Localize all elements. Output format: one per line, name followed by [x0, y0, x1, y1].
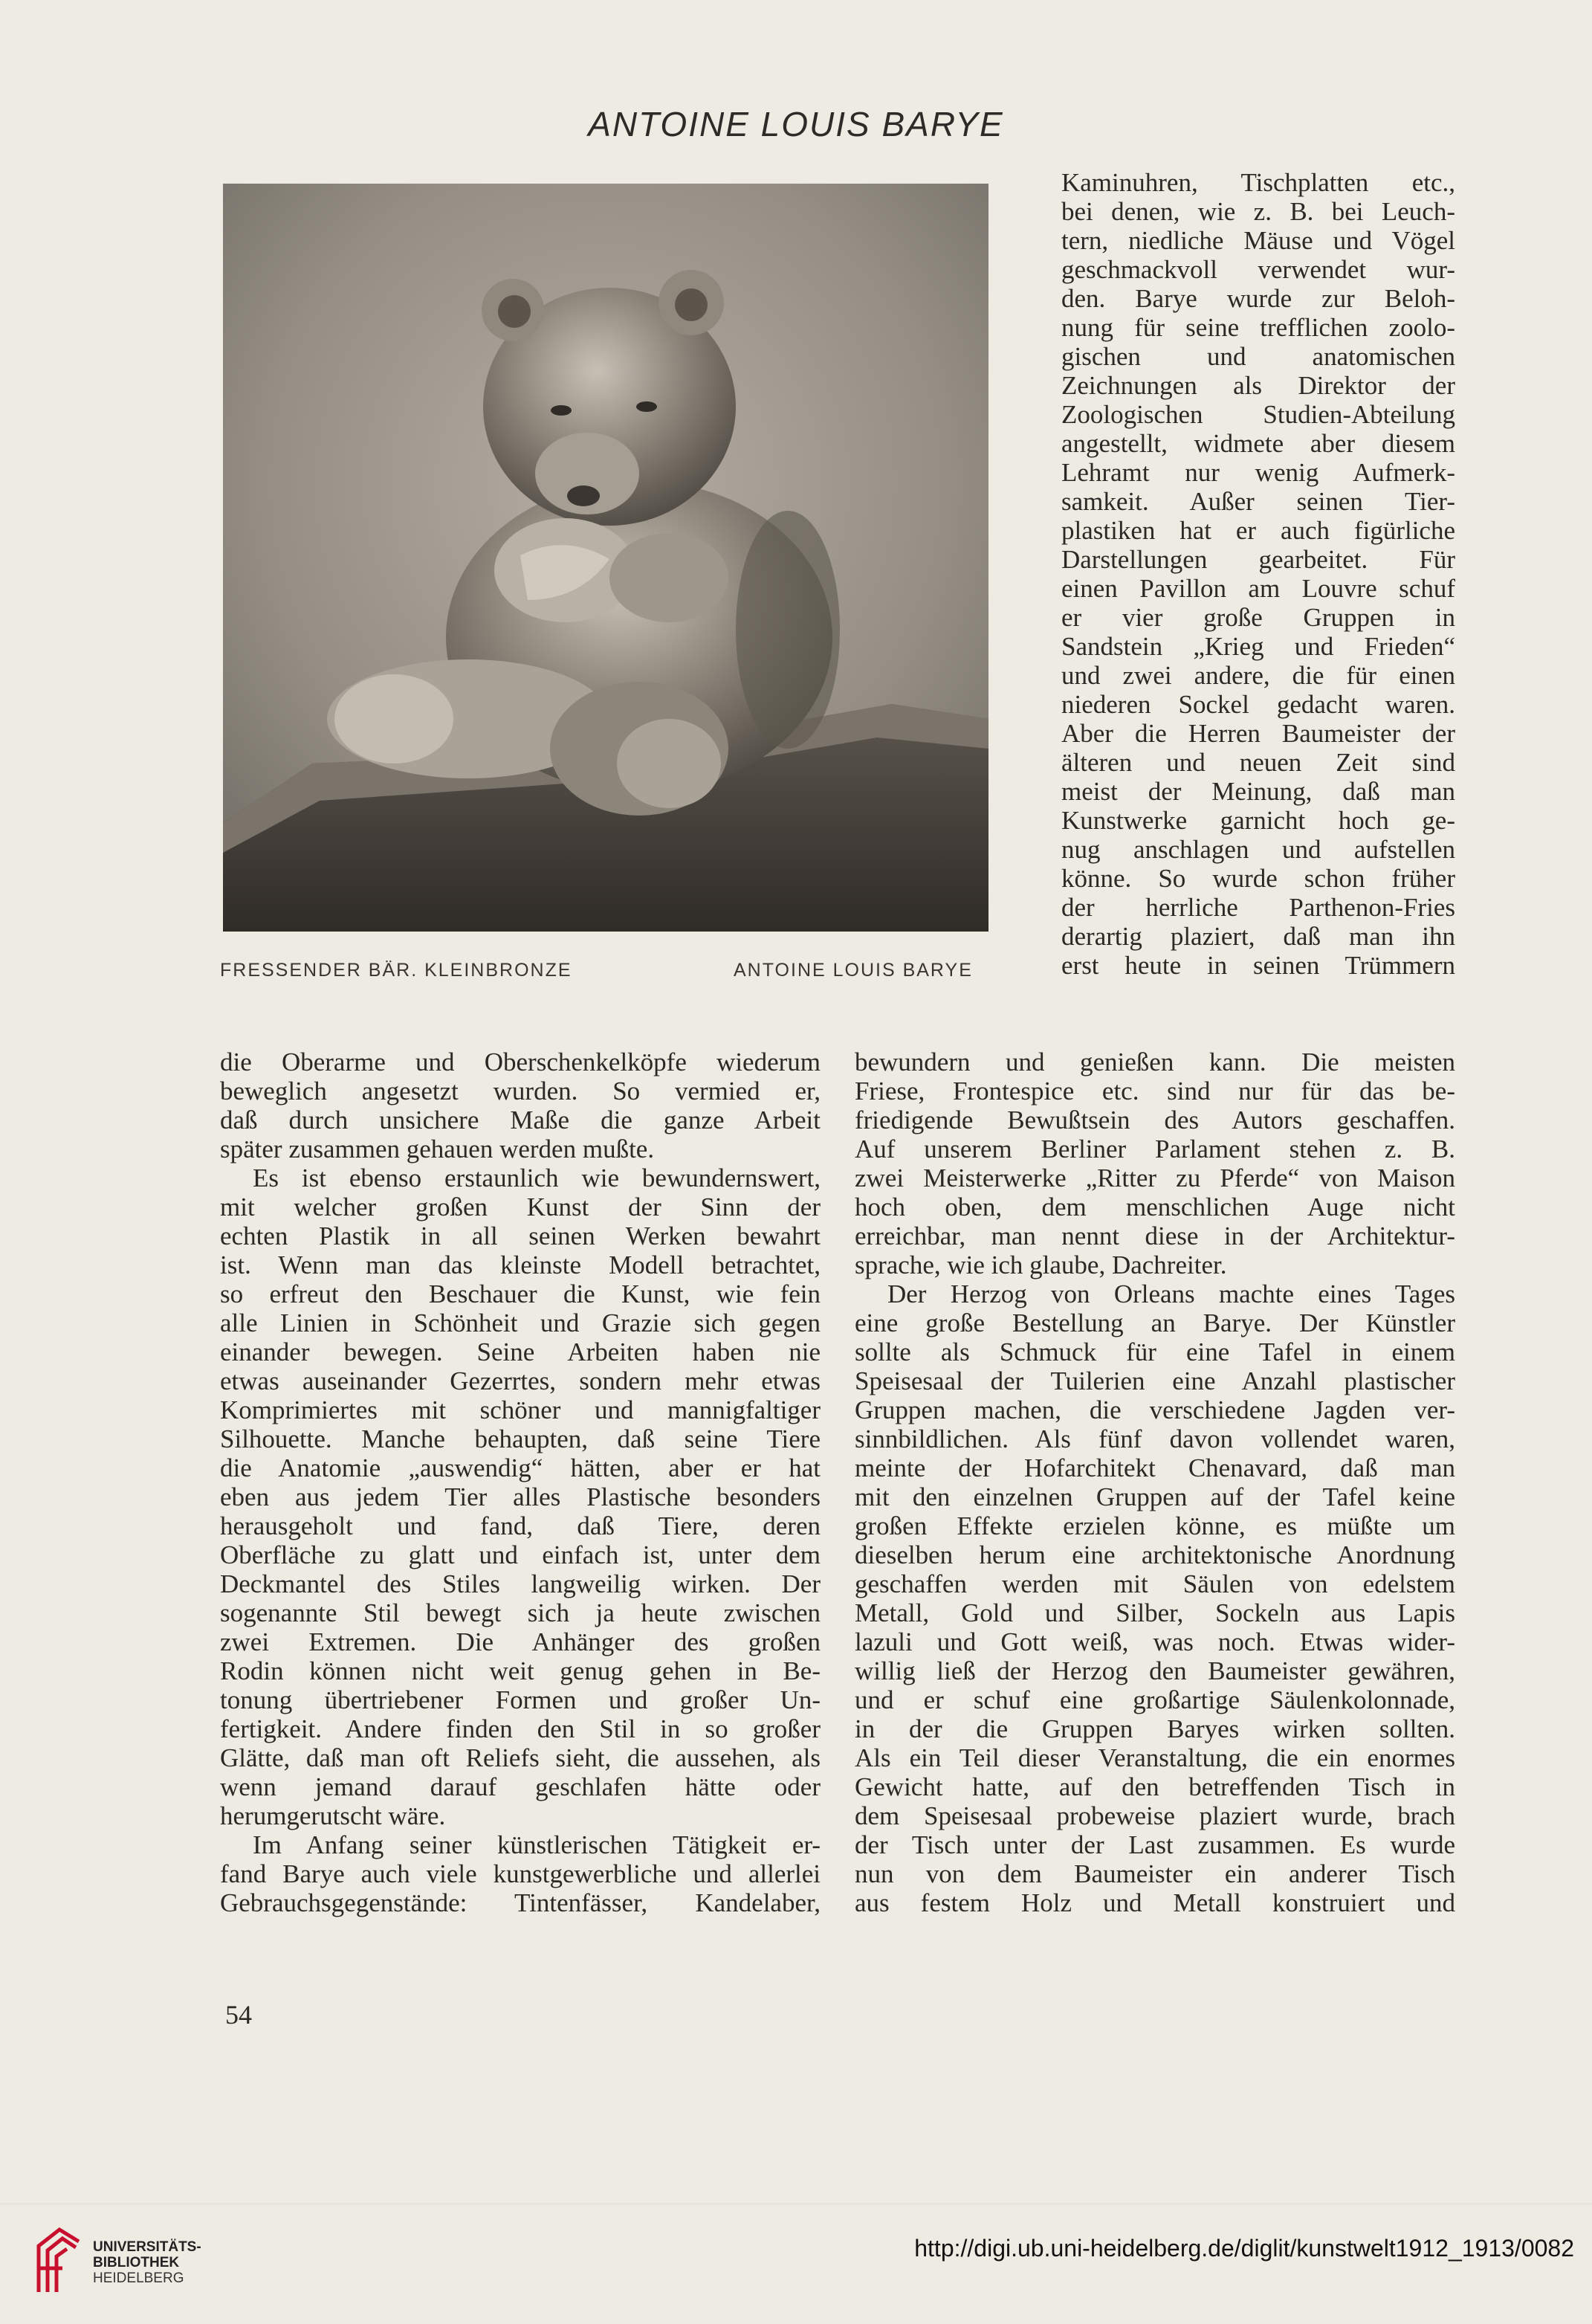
text-line: wenn jemand darauf geschlafen hätte oder	[220, 1772, 821, 1801]
text-line: geschmackvoll verwendet wur-	[1061, 255, 1455, 284]
text-line: Metall, Gold und Silber, Sockeln aus Lapis	[855, 1598, 1455, 1627]
text-line: meinte der Hofarchitekt Chenavard, daß man	[855, 1453, 1455, 1482]
text-line: die Anatomie „auswendig“ hätten, aber er hat	[220, 1453, 821, 1482]
text-line: hoch oben, dem menschlichen Auge nicht	[855, 1192, 1455, 1221]
text-line: Es ist ebenso erstaunlich wie bewundernswert,	[253, 1163, 821, 1192]
text-line: Silhouette. Manche behaupten, daß seine Tiere	[220, 1424, 821, 1453]
text-line: derartig plaziert, daß man ihn	[1061, 922, 1455, 951]
text-line: einander bewegen. Seine Arbeiten haben nie	[220, 1337, 821, 1366]
text-line: tern, niedliche Mäuse und Vögel	[1061, 226, 1455, 255]
text-line: Lehramt nur wenig Aufmerk-	[1061, 458, 1455, 487]
text-line: erst heute in seinen Trümmern	[1061, 951, 1455, 980]
text-line: Sandstein „Krieg und Frieden“	[1061, 632, 1455, 661]
text-line: Auf unserem Berliner Parlament stehen z. B.	[855, 1134, 1455, 1163]
text-line: erreichbar, man nennt diese in der Architektur-	[855, 1221, 1455, 1250]
text-line: Deckmantel des Stiles langweilig wirken. Der	[220, 1569, 821, 1598]
text-line: lazuli und Gott weiß, was noch. Etwas wider-	[855, 1627, 1455, 1656]
text-line: samkeit. Außer seinen Tier-	[1061, 487, 1455, 516]
text-line: in der die Gruppen Baryes wirken sollten.	[855, 1714, 1455, 1743]
text-line: dieselben herum eine architektonische Anordnung	[855, 1540, 1455, 1569]
text-line: der herrliche Parthenon-Fries	[1061, 893, 1455, 922]
text-line: Kaminuhren, Tischplatten etc.,	[1061, 168, 1455, 197]
text-line: Friese, Frontespice etc. sind nur für das be-	[855, 1077, 1455, 1105]
text-line: echten Plastik in all seinen Werken bewahrt	[220, 1221, 821, 1250]
bear-sculpture-photo	[223, 184, 988, 932]
text-line: Kunstwerke garnicht hoch ge-	[1061, 806, 1455, 835]
text-line: er vier große Gruppen in	[1061, 603, 1455, 632]
figure-caption-artist: ANTOINE LOUIS BARYE	[734, 960, 973, 981]
text-line: und zwei andere, die für einen	[1061, 661, 1455, 690]
text-line: großen Effekte erzielen könne, es müßte um	[855, 1511, 1455, 1540]
text-line: friedigende Bewußtsein des Autors geschaffen.	[855, 1105, 1455, 1134]
text-line: die Oberarme und Oberschenkelköpfe wiederum	[220, 1048, 821, 1077]
text-line: nun von dem Baumeister ein anderer Tisch	[855, 1859, 1455, 1888]
text-line: eine große Bestellung an Barye. Der Künstler	[855, 1308, 1455, 1337]
text-line: dem Speisesaal probeweise plaziert wurde, brach	[855, 1801, 1455, 1830]
text-line: daß durch unsichere Maße die ganze Arbeit	[220, 1105, 821, 1134]
text-line: herumgerutscht wäre.	[220, 1801, 446, 1830]
text-line: und er schuf eine großartige Säulenkolonnade,	[855, 1685, 1455, 1714]
text-line: bei denen, wie z. B. bei Leuch-	[1061, 197, 1455, 226]
text-line: so erfreut den Beschauer die Kunst, wie fein	[220, 1279, 821, 1308]
text-line: Als ein Teil dieser Veranstaltung, die ein enormes	[855, 1743, 1455, 1772]
text-line: später zusammen gehauen werden mußte.	[220, 1134, 655, 1163]
text-column-right	[855, 1048, 1455, 1917]
text-line: geschaffen werden mit Säulen von edelstem	[855, 1569, 1455, 1598]
text-line: willig ließ der Herzog den Baumeister gewähren,	[855, 1656, 1455, 1685]
text-line: zwei Extremen. Die Anhänger des großen	[220, 1627, 821, 1656]
text-line: der Tisch unter der Last zusammen. Es wurde	[855, 1830, 1455, 1859]
text-line: Gebrauchsgegenstände: Tintenfässer, Kandelaber,	[220, 1888, 821, 1917]
library-name-line3: HEIDELBERG	[93, 2270, 184, 2286]
text-line: nung für seine trefflichen zoolo-	[1061, 313, 1455, 342]
library-name	[93, 2239, 201, 2286]
text-line: den. Barye wurde zur Beloh-	[1061, 284, 1455, 313]
bear-sculpture-image	[223, 184, 988, 932]
text-line: tonung übertriebener Formen und großer Un-	[220, 1685, 821, 1714]
text-line: älteren und neuen Zeit sind	[1061, 748, 1455, 777]
text-line: bewundern und genießen kann. Die meisten	[855, 1048, 1455, 1077]
running-header-title: ANTOINE LOUIS BARYE	[588, 105, 1004, 143]
library-name-line2: BIBLIOTHEK	[93, 2255, 180, 2270]
text-line: Glätte, daß man oft Reliefs sieht, die aussehen, als	[220, 1743, 821, 1772]
text-line: Der Herzog von Orleans machte eines Tages	[887, 1279, 1455, 1308]
source-url-link[interactable]: http://digi.ub.uni-heidelberg.de/diglit/kunstwelt1912_1913/0082	[914, 2235, 1574, 2262]
text-line: Zoologischen Studien-Abteilung	[1061, 400, 1455, 429]
text-line: mit welcher großen Kunst der Sinn der	[220, 1192, 821, 1221]
text-line: meist der Meinung, daß man	[1061, 777, 1455, 806]
text-line: niederen Sockel gedacht waren.	[1061, 690, 1455, 719]
text-line: mit den einzelnen Gruppen auf der Tafel keine	[855, 1482, 1455, 1511]
text-line: einen Pavillon am Louvre schuf	[1061, 574, 1455, 603]
text-line: Im Anfang seiner künstlerischen Tätigkeit er-	[253, 1830, 821, 1859]
page-number: 54	[225, 2000, 252, 2030]
digitization-footer	[0, 2204, 1592, 2324]
text-column-left	[220, 1048, 821, 1917]
text-line: Aber die Herren Baumeister der	[1061, 719, 1455, 748]
text-column-right-top	[1061, 168, 1455, 980]
text-line: nug anschlagen und aufstellen	[1061, 835, 1455, 864]
ub-heidelberg-logo-icon	[33, 2224, 85, 2298]
text-line: fand Barye auch viele kunstgewerbliche und allerlei	[220, 1859, 821, 1888]
text-line: Zeichnungen als Direktor der	[1061, 371, 1455, 400]
text-line: zwei Meisterwerke „Ritter zu Pferde“ von Maison	[855, 1163, 1455, 1192]
text-line: eben aus jedem Tier alles Plastische besonders	[220, 1482, 821, 1511]
text-line: herausgeholt und fand, daß Tiere, deren	[220, 1511, 821, 1540]
text-line: plastiken hat er auch figürliche	[1061, 516, 1455, 545]
text-line: sprache, wie ich glaube, Dachreiter.	[855, 1250, 1227, 1279]
library-name-line1: UNIVERSITÄTS-	[93, 2239, 201, 2255]
text-line: Darstellungen gearbeitet. Für	[1061, 545, 1455, 574]
text-line: sogenannte Stil bewegt sich ja heute zwischen	[220, 1598, 821, 1627]
text-line: gischen und anatomischen	[1061, 342, 1455, 371]
text-line: ist. Wenn man das kleinste Modell betrachtet,	[220, 1250, 821, 1279]
text-line: beweglich angesetzt wurden. So vermied er,	[220, 1077, 821, 1105]
text-line: Komprimiertes mit schöner und mannigfaltiger	[220, 1395, 821, 1424]
text-line: fertigkeit. Andere finden den Stil in so großer	[220, 1714, 821, 1743]
text-line: Oberfläche zu glatt und einfach ist, unter dem	[220, 1540, 821, 1569]
text-line: aus festem Holz und Metall konstruiert und	[855, 1888, 1455, 1917]
text-line: Gewicht hatte, auf den betreffenden Tisch in	[855, 1772, 1455, 1801]
text-line: Rodin können nicht weit genug gehen in Be-	[220, 1656, 821, 1685]
text-line: etwas auseinander Gezerrtes, sondern mehr etwas	[220, 1366, 821, 1395]
text-line: Gruppen machen, die verschiedene Jagden ver-	[855, 1395, 1455, 1424]
text-line: angestellt, widmete aber diesem	[1061, 429, 1455, 458]
text-line: sinnbildlichen. Als fünf davon vollendet waren,	[855, 1424, 1455, 1453]
text-line: könne. So wurde schon früher	[1061, 864, 1455, 893]
text-line: Speisesaal der Tuilerien eine Anzahl plastischer	[855, 1366, 1455, 1395]
text-line: alle Linien in Schönheit und Grazie sich gegen	[220, 1308, 821, 1337]
text-line: sollte als Schmuck für eine Tafel in einem	[855, 1337, 1455, 1366]
figure-caption-title: FRESSENDER BÄR. KLEINBRONZE	[220, 960, 572, 981]
